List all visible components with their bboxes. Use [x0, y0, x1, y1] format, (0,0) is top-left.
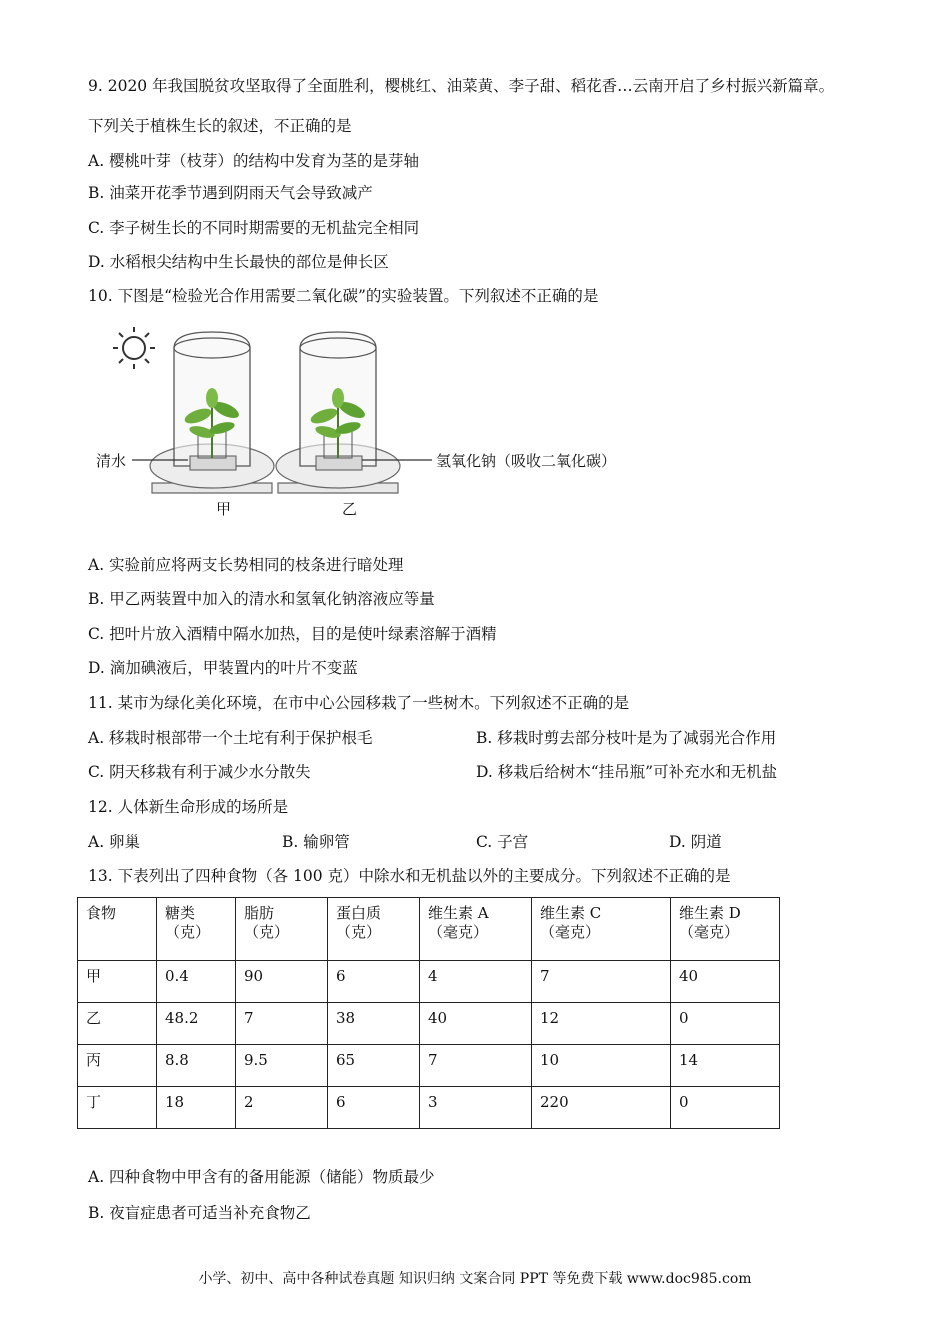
table-cell: 10 — [532, 1045, 671, 1087]
q10-option-b: B. 甲乙两装置中加入的清水和氢氧化钠溶液应等量 — [88, 590, 435, 608]
nutrition-table — [77, 897, 780, 1129]
table-cell: 48.2 — [157, 1003, 236, 1045]
q12-stem: 12. 人体新生命形成的场所是 — [88, 798, 289, 816]
q12-option-d: D. 阴道 — [669, 833, 722, 851]
q12-option-a: A. 卵巢 — [88, 833, 141, 851]
q9-option-c: C. 李子树生长的不同时期需要的无机盐完全相同 — [88, 219, 420, 237]
table-cell: 12 — [532, 1003, 671, 1045]
q9-option-a: A. 樱桃叶芽（枝芽）的结构中发育为茎的是芽轴 — [88, 152, 420, 170]
water-label: 清水 — [96, 452, 127, 470]
table-cell: 2 — [236, 1087, 328, 1129]
q10-option-c: C. 把叶片放入酒精中隔水加热，目的是使叶绿素溶解于酒精 — [88, 625, 497, 643]
jar-b-illustration — [276, 332, 400, 493]
header-cell: 脂肪 （克） — [236, 898, 328, 961]
table-row — [78, 961, 780, 1003]
table-cell: 220 — [532, 1087, 671, 1129]
table-row — [78, 1045, 780, 1087]
table-cell: 18 — [157, 1087, 236, 1129]
sun-icon — [113, 327, 155, 369]
table-cell: 7 — [236, 1003, 328, 1045]
table-cell: 0 — [671, 1003, 780, 1045]
table-cell: 38 — [328, 1003, 420, 1045]
table-cell: 40 — [671, 961, 780, 1003]
table-row — [78, 1087, 780, 1129]
header-cell: 食物 — [78, 898, 157, 961]
table-cell: 丙 — [78, 1045, 157, 1087]
q12-option-c: C. 子宫 — [476, 833, 529, 851]
q11-option-a: A. 移栽时根部带一个土坨有利于保护根毛 — [88, 729, 373, 747]
jar-a-label: 甲 — [216, 500, 232, 518]
table-cell: 9.5 — [236, 1045, 328, 1087]
header-cell: 维生素 D （毫克） — [671, 898, 780, 961]
table-cell: 3 — [420, 1087, 532, 1129]
table-cell: 6 — [328, 1087, 420, 1129]
q9-option-b: B. 油菜开花季节遇到阴雨天气会导致减产 — [88, 184, 373, 202]
table-cell: 90 — [236, 961, 328, 1003]
table-cell: 40 — [420, 1003, 532, 1045]
q13-option-b: B. 夜盲症患者可适当补充食物乙 — [88, 1204, 311, 1222]
q10-option-a: A. 实验前应将两支长势相同的枝条进行暗处理 — [88, 556, 404, 574]
table-cell: 4 — [420, 961, 532, 1003]
table-cell: 14 — [671, 1045, 780, 1087]
table-cell: 7 — [532, 961, 671, 1003]
jar-b-label: 乙 — [342, 500, 358, 518]
q9-option-d: D. 水稻根尖结构中生长最快的部位是伸长区 — [88, 253, 389, 271]
jar-a-illustration — [150, 332, 274, 493]
q9-stem-line1: 9. 2020 年我国脱贫攻坚取得了全面胜利，樱桃红、油菜黄、李子甜、稻花香…云南开启了乡村振兴新篇章。 — [88, 77, 835, 95]
header-cell: 蛋白质 （克） — [328, 898, 420, 961]
q10-stem: 10. 下图是“检验光合作用需要二氧化碳”的实验装置。下列叙述不正确的是 — [88, 287, 599, 305]
table-cell: 乙 — [78, 1003, 157, 1045]
q11-option-b: B. 移栽时剪去部分枝叶是为了减弱光合作用 — [476, 729, 777, 747]
table-cell: 65 — [328, 1045, 420, 1087]
q10-option-d: D. 滴加碘液后，甲装置内的叶片不变蓝 — [88, 659, 358, 677]
experiment-illustration — [90, 318, 670, 530]
table-cell: 7 — [420, 1045, 532, 1087]
header-cell: 维生素 A （毫克） — [420, 898, 532, 961]
table-cell: 甲 — [78, 961, 157, 1003]
table-cell: 8.8 — [157, 1045, 236, 1087]
table-cell: 0 — [671, 1087, 780, 1129]
header-cell: 维生素 C （毫克） — [532, 898, 671, 961]
table-cell: 6 — [328, 961, 420, 1003]
header-cell: 糖类 （克） — [157, 898, 236, 961]
q12-option-b: B. 输卵管 — [282, 833, 350, 851]
q13-option-a: A. 四种食物中甲含有的备用能源（储能）物质最少 — [88, 1168, 435, 1186]
table-row — [78, 1003, 780, 1045]
q11-option-c: C. 阴天移栽有利于减少水分散失 — [88, 763, 311, 781]
table-header-row — [78, 898, 780, 961]
q13-stem: 13. 下表列出了四种食物（各 100 克）中除水和无机盐以外的主要成分。下列叙述不正确的是 — [88, 867, 731, 885]
naoh-label: 氢氧化钠（吸收二氧化碳） — [436, 452, 617, 470]
q9-stem-line2: 下列关于植株生长的叙述，不正确的是 — [88, 117, 352, 135]
q11-stem: 11. 某市为绿化美化环境，在市中心公园移栽了一些树木。下列叙述不正确的是 — [88, 694, 630, 712]
experiment-figure — [90, 318, 670, 530]
page-footer: 小学、初中、高中各种试卷真题 知识归纳 文案合同 PPT 等免费下载 www.doc985.com — [198, 1271, 752, 1287]
q11-option-d: D. 移栽后给树木“挂吊瓶”可补充水和无机盐 — [476, 763, 778, 781]
table-cell: 0.4 — [157, 961, 236, 1003]
table-cell: 丁 — [78, 1087, 157, 1129]
